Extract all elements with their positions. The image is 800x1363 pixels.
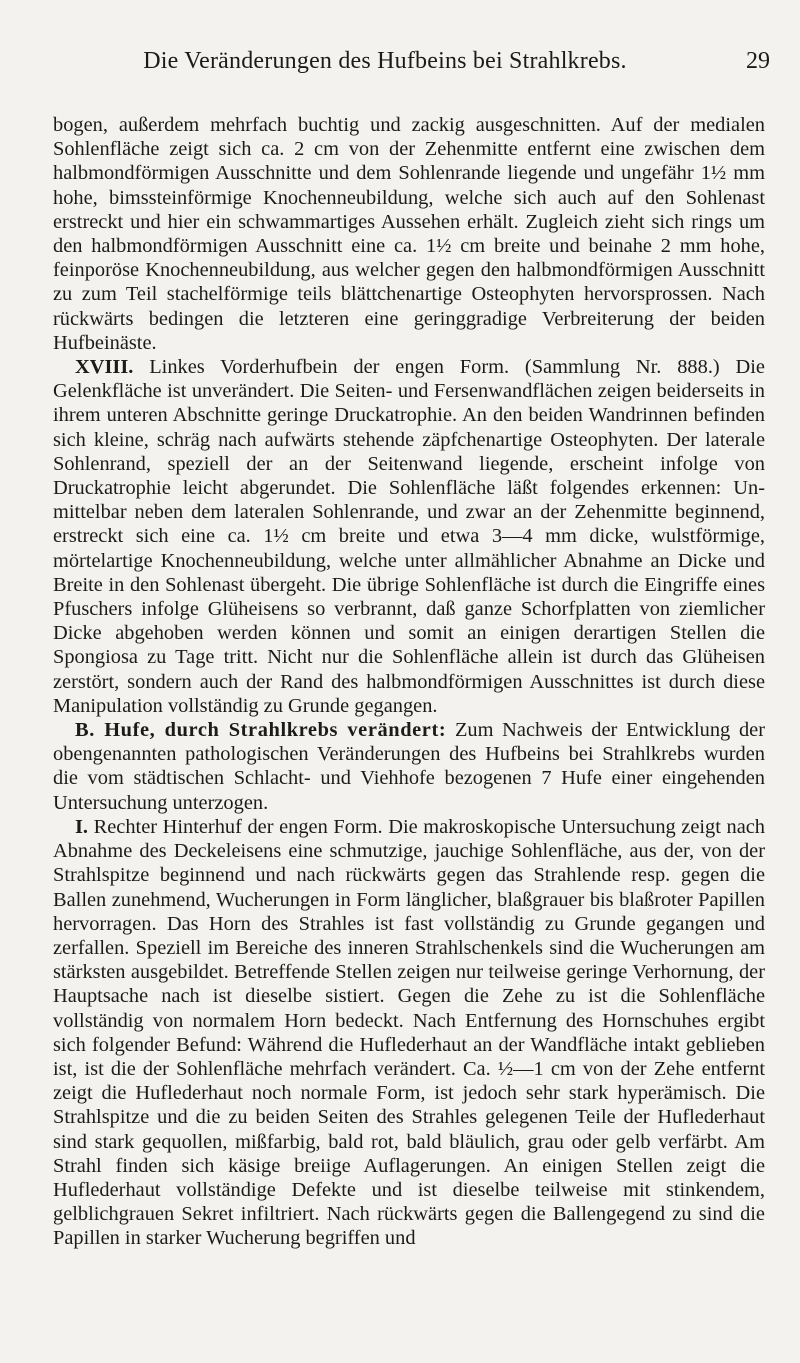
paragraph-text: bogen, außerdem mehrfach buchtig und zackig ausgeschnitten. Auf der medialen Sohlenfläche zeigt sich ca. 2 cm von der Zehenmitte entfernt eine zwischen dem halbmondförmigen Ausschnitte und dem Sohlenrande liegende und ungefähr 1½ mm hohe, bimssteinförmige Knochenneubildung, welche sich auch auf den Sohlenast erstreckt und hier ein schwammartiges Aussehen erhält. Zugleich zieht sich rings um den halbmondförmigen Ausschnitt eine ca. 1½ cm breite und beinahe 2 mm hohe, feinporöse Knochenneubildung, aus welcher gegen den halbmondförmigen Ausschnitt zu zum Teil stachelförmige teils blättchenartige Osteophyten hervorsprossen. Nach rückwärts bedingen die letzteren eine geringgradige Verbreiterung der beiden Hufbeinäste. <box>53 114 765 354</box>
paragraph-continuation <box>53 113 765 355</box>
paragraph-specimen-i <box>53 815 765 1251</box>
section-heading: B. Hufe, durch Strahlkrebs verändert: <box>75 719 447 742</box>
running-title: Die Veränderungen des Hufbeins bei Strahlkrebs. <box>143 48 627 74</box>
paragraph-text: Zum Nachweis der Entwicklung der obengenannten pathologischen Veränderungen des Hufbeins bei Strahlkrebs wurden die vom städtischen Schlacht- und Viehhofe bezogenen 7 Hufe einer eingehenden Untersuchung unterzogen. <box>53 719 765 814</box>
paragraph-text: Linkes Vorderhufbein der engen Form. (Sammlung Nr. 888.) Die Gelenkfläche ist unverändert. Die Seiten- und Fersenwandflächen zeigen beiderseits in ihrem unteren Abschnitte geringe Druckatrophie. An den beiden Wandrinnen befinden sich kleine, schräg nach aufwärts stehende zäpfchenartige Osteophyten. Der laterale Sohlenrand, speziell der an der Seitenwand liegende, erscheint infolge von Druckatrophie leicht abgerundet. Die Sohlenfläche läßt folgendes erkennen: Unmittelbar neben dem lateralen Sohlenrande, und zwar an der Zehenmitte beginnend, erstreckt sich eine ca. 1½ cm breite und etwa 3—4 mm dicke, wulstförmige, mörtelartige Knochenneubildung, welche unter allmählicher Abnahme an Dicke und Breite in den Sohlenast übergeht. Die übrige Sohlenfläche ist durch die Eingriffe eines Pfuschers infolge Glüheisens so verbrannt, daß ganze Schorfplatten von ziemlicher Dicke abgehoben werden können und somit an einigen derartigen Stellen die Spongiosa zu Tage tritt. Nicht nur die Sohlenfläche allein ist durch das Glüheisen zerstört, sondern auch der Rand des halbmondförmigen Ausschnittes ist durch diese Manipulation vollständig zu Grunde gegangen. <box>53 356 765 717</box>
paragraph-specimen-xviii <box>53 355 765 718</box>
page-number: 29 <box>746 48 770 74</box>
specimen-number: XVIII. <box>75 356 134 379</box>
page-header <box>50 48 770 88</box>
paragraph-text: Rechter Hinterhuf der engen Form. Die makroskopische Untersuchung zeigt nach Abnahme des Deckeleisens eine schmutzige, jauchige Sohlenfläche, aus der, von der Strahlspitze beginnend und nach rückwärts gegen das Strahlende resp. gegen die Ballen zunehmend, Wucherungen in Form länglicher, blaßgrauer bis blaßroter Papillen hervorragen. Das Horn des Strahles ist fast vollständig zu Grunde gegangen und zerfallen. Speziell im Bereiche des inneren Strahlschenkels sind die Wucherungen am stärksten ausgebildet. Betreffende Stellen zeigen nur teilweise geringe Verhornung, der Hauptsache nach ist dieselbe sistiert. Gegen die Zehe zu ist die Sohlenfläche vollständig von normalem Horn bedeckt. Nach Entfernung des Hornschuhes ergibt sich folgender Befund: Während die Huflederhaut an der Wandfläche intakt geblieben ist, ist die der Sohlenfläche mehrfach verändert. Ca. ½—1 cm von der Zehe entfernt zeigt die Huflederhaut noch normale Form, ist jedoch sehr stark hyperämisch. Die Strahlspitze und die zu beiden Seiten des Strahles gelegenen Teile der Huflederhaut sind stark gequollen, mißfarbig, bald rot, bald bläulich, grau oder gelb verfärbt. Am Strahl finden sich käsige breiige Auflagerungen. An einigen Stellen zeigt die Huflederhaut vollständige Defekte und ist dieselbe teilweise mit stinkendem, gelblichgrauen Sekret infiltriert. Nach rückwärts gegen die Ballengegend zu sind die Papillen in starker Wucherung begriffen und <box>53 815 765 1250</box>
paragraph-section-b <box>53 718 765 815</box>
specimen-number: I. <box>75 815 89 838</box>
body-text <box>53 113 765 1251</box>
